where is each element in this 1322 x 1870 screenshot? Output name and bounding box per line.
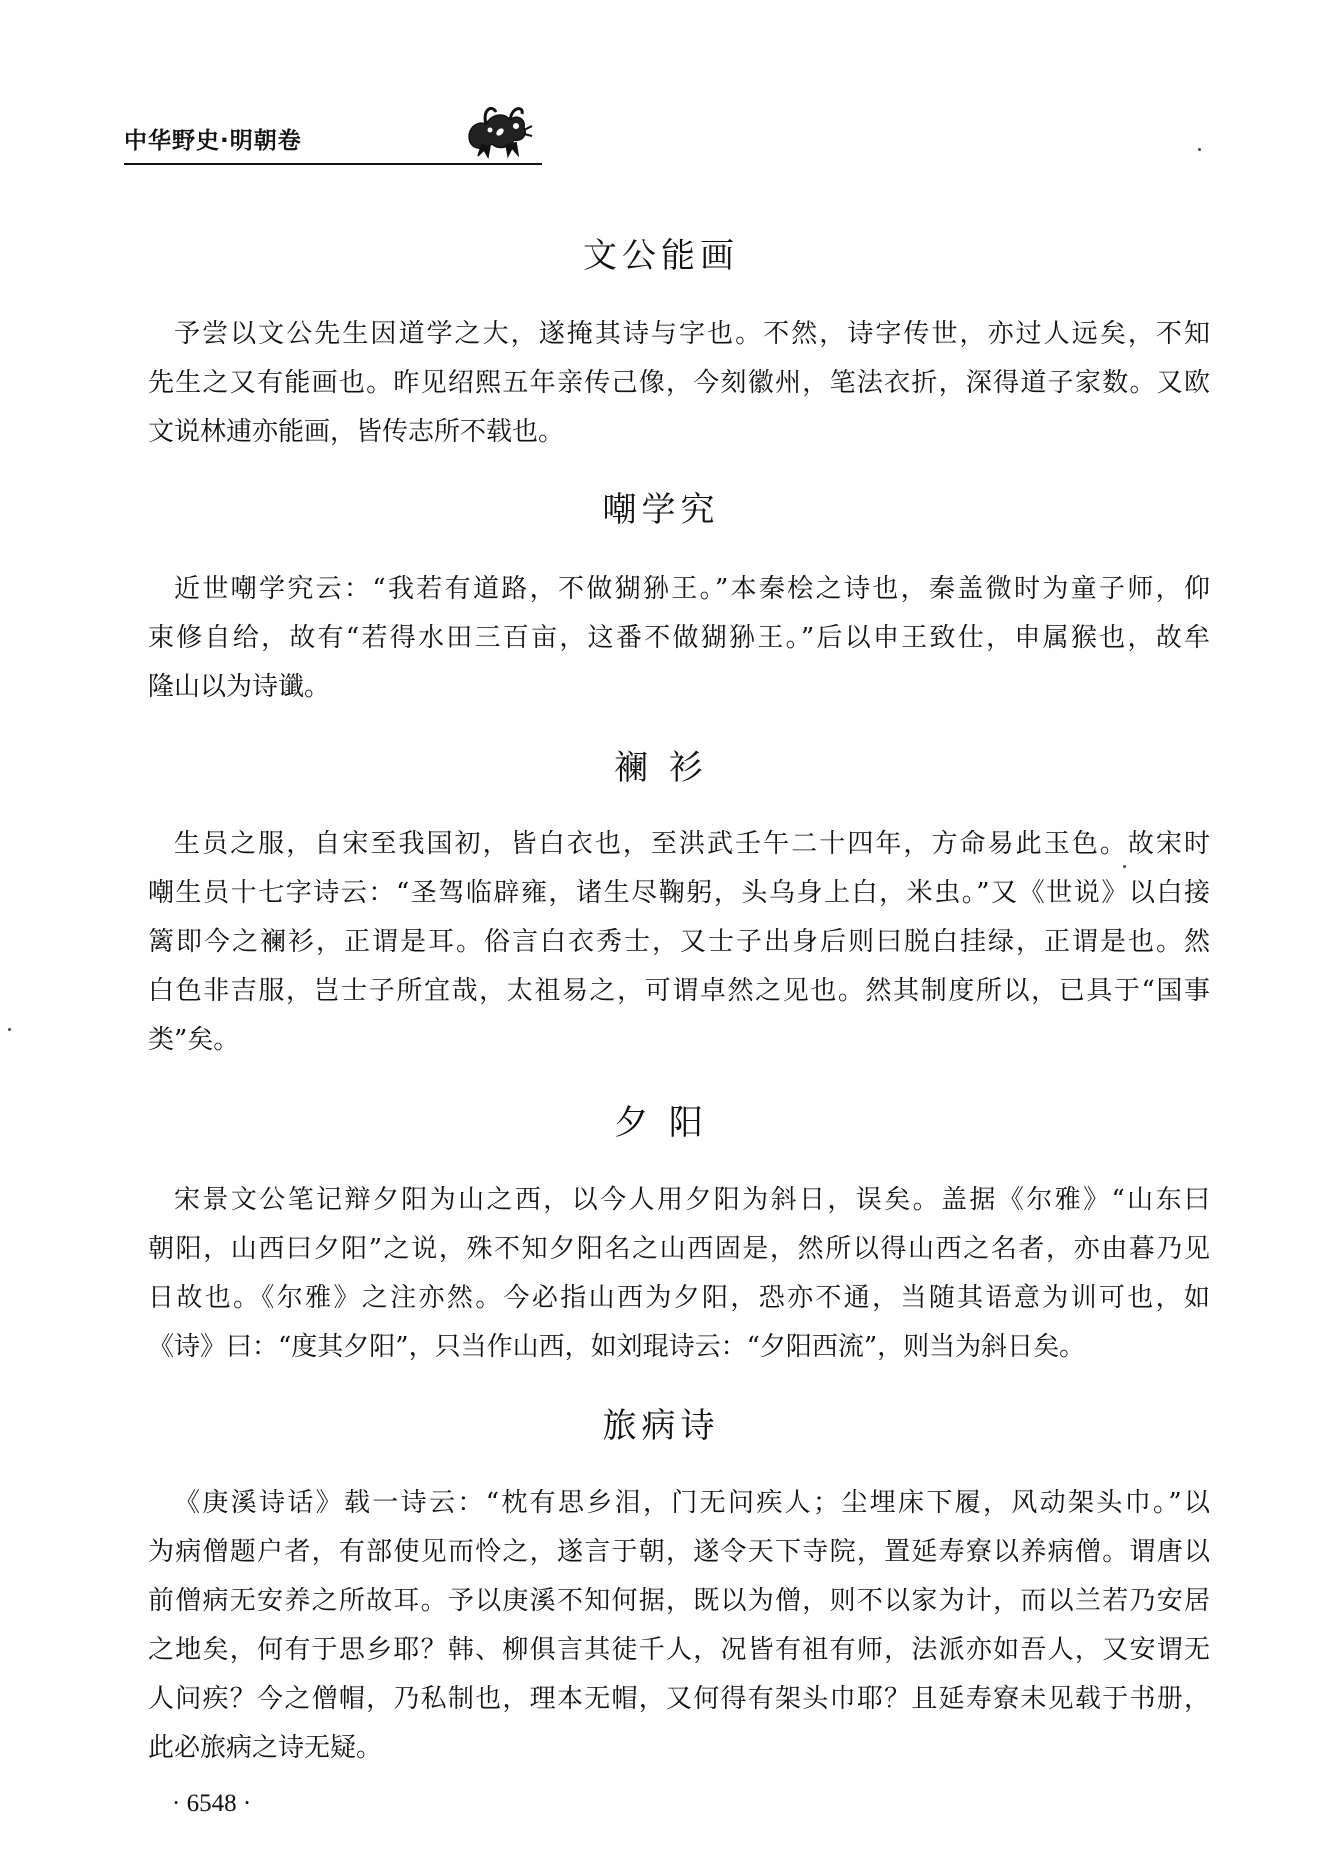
section-paragraph [148,1479,1210,1773]
text-line: 朝阳，山西曰夕阳”之说，殊不知夕阳名之山西固是，然所以得山西之名者，亦由暮乃见 [148,1234,1210,1264]
text-line: 之地矣，何有于思乡耶？韩、柳俱言其徒千人，况皆有祖有师，法派亦如吾人，又安谓无 [148,1635,1210,1665]
text-line: 文说林逋亦能画，皆传志所不载也。 [148,417,565,447]
text-line: 前僧病无安养之所故耳。予以庚溪不知何据，既以为僧，则不以家为计，而以兰若乃安居 [148,1586,1210,1616]
section-paragraph [148,1176,1210,1372]
text-line: 束修自给，故有“若得水田三百亩，这番不做猢狲王。”后以申王致仕，申属猴也，故牟 [148,623,1210,653]
dragon-ornament-icon [462,100,534,160]
text-line: 此必旅病之诗无疑。 [148,1733,383,1763]
section-paragraph [148,820,1210,1065]
text-line: 白色非吉服，岂士子所宜哉，太祖易之，可谓卓然之见也。然其制度所以，已具于“国事 [148,976,1210,1006]
text-line: 生员之服，自宋至我国初，皆白衣也，至洪武壬午二十四年，方命易此玉色。故宋时 [174,829,1210,859]
text-line: 近世嘲学究云：“我若有道路，不做猢狲王。”本秦桧之诗也，秦盖微时为童子师，仰 [174,574,1210,604]
text-line: 隆山以为诗谶。 [148,672,331,702]
header-rule [124,163,542,165]
text-line: 《庚溪诗话》载一诗云：“枕有思乡泪，门无问疾人；尘埋床下履，风动架头巾。”以 [174,1488,1210,1518]
section-title: 襕 衫 [614,748,708,788]
section-title: 嘲学究 [602,490,720,530]
text-line: 人问疾？今之僧帽，乃私制也，理本无帽，又何得有架头巾耶？且延寿寮未见载于书册， [148,1684,1210,1714]
running-header [124,100,544,170]
text-line: 为病僧题户者，有部使见而怜之，遂言于朝，遂令天下寺院，置延寿寮以养病僧。谓唐以 [148,1537,1210,1567]
text-line: 类”矣。 [148,1025,240,1055]
text-line: 先生之又有能画也。昨见绍熙五年亲传己像，今刻徽州，笔法衣折，深得道子家数。又欧 [148,368,1210,398]
scan-speck [1198,148,1201,151]
section-title: 文公能画 [583,236,739,276]
section-paragraph [148,565,1210,712]
section-title: 旅病诗 [602,1406,720,1446]
page-number: · 6548 · [172,1790,252,1817]
text-line: 日故也。《尔雅》之注亦然。今必指山西为夕阳，恐亦不通，当随其语意为训可也，如 [148,1283,1210,1313]
book-title: 中华野史·明朝卷 [124,128,302,154]
text-line: 宋景文公笔记辩夕阳为山之西，以今人用夕阳为斜日，误矣。盖据《尔雅》“山东曰 [174,1185,1210,1215]
text-line: 嘲生员十七字诗云：“圣驾临辟雍，诸生尽鞠躬，头乌身上白，米虫。”又《世说》以白接 [148,878,1210,908]
section-paragraph [148,310,1210,457]
section-title: 夕 阳 [614,1103,708,1143]
text-line: 篱即今之襕衫，正谓是耳。俗言白衣秀士，又士子出身后则曰脱白挂绿，正谓是也。然 [148,927,1210,957]
text-line: 予尝以文公先生因道学之大，遂掩其诗与字也。不然，诗字传世，亦过人远矣，不知 [174,319,1210,349]
scan-speck [8,1028,11,1031]
text-line: 《诗》曰：“度其夕阳”，只当作山西，如刘琨诗云：“夕阳西流”，则当为斜日矣。 [148,1332,1086,1362]
